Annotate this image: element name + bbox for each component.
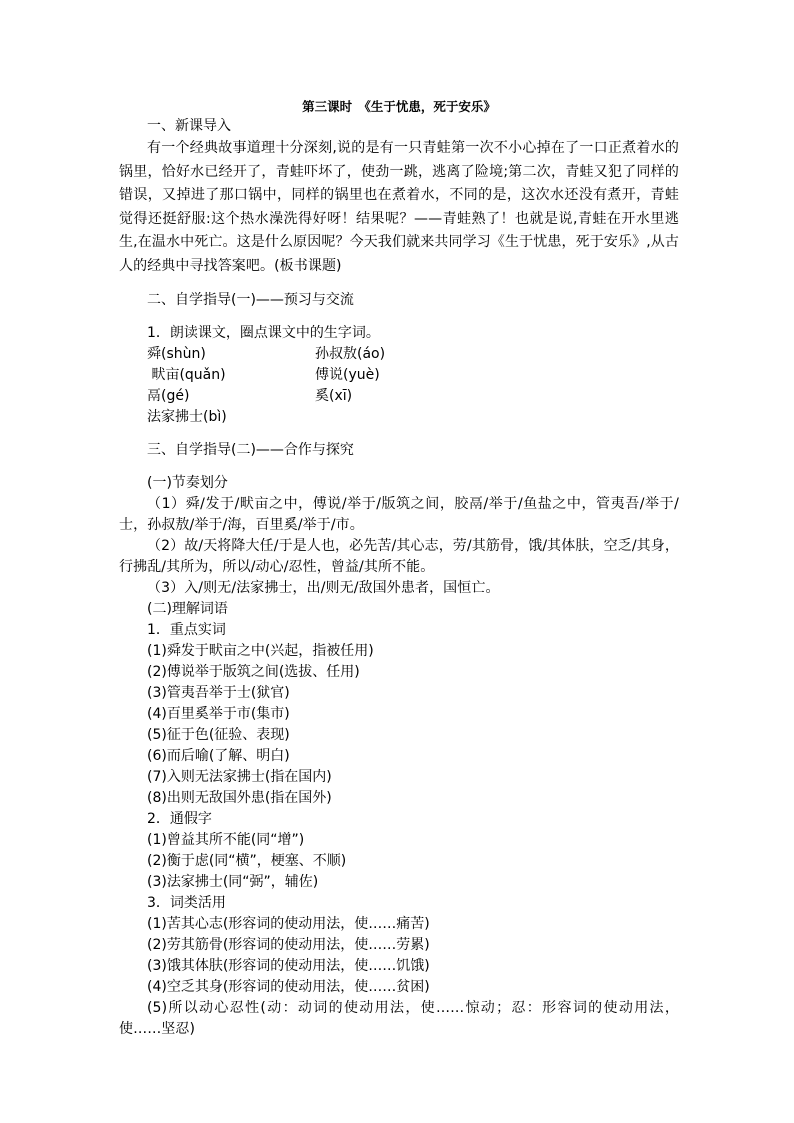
page-title: 第三课时 《生于忧患，死于安乐》 <box>302 99 496 114</box>
vocab-item: 傅说(yuè) <box>315 367 380 383</box>
shici-item: (1)舜发于畎亩之中(兴起，指被任用) <box>147 643 374 659</box>
intro-paragraph: 有一个经典故事道理十分深刻,说的是有一只青蛙第一次不小心掉在了一口正煮着水的锅里，恰好水已经开了，青蛙吓坏了，使劲一跳，逃离了险境;第二次，青蛙又犯了同样的错误，又掉进了那口锅中，同样的锅里也在煮着水，不同的是，这次水还没有煮开，青蛙觉得还挺舒服:这个热水澡洗得好呀！结果呢？——青蛙熟了！也就是说,青蛙在开水里逃生,在温水中死亡。这是什么原因呢？今天我们就来共同学习《生于忧患，死于安乐》,从古人的经典中寻找答案吧。(板书课题) <box>119 140 679 274</box>
rhythm-item: （1）舜/发于/畎亩之中，傅说/举于/版筑之间，胶鬲/举于/鱼盐之中，管夷吾/举于/士，孙叔敖/举于/海，百里奚/举于/市。 <box>119 496 679 533</box>
sub-heading-tongjia: 2．通假字 <box>147 811 212 827</box>
vocab-item <box>315 407 515 428</box>
vocab-item: 鬲(gé) <box>147 388 190 404</box>
section-heading-intro: 一、新课导入 <box>147 118 231 134</box>
huoyong-item: (5)所以动心忍性(动：动词的使动用法，使……惊动；忍：形容词的使动用法，使……坚忍) <box>119 1000 679 1037</box>
shici-item: (7)入则无法家拂士(指在国内) <box>147 769 332 785</box>
vocab-row <box>119 365 679 386</box>
shici-item: (4)百里奚举于市(集市) <box>147 706 290 722</box>
rhythm-heading: (一)节奏划分 <box>147 475 228 491</box>
rhythm-item: （2）故/天将降大任/于是人也，必先苦/其心志，劳/其筋骨，饿/其体肤，空乏/其身，行拂乱/其所为，所以/动心/忍性，曾益/其所不能。 <box>119 538 679 575</box>
huoyong-item: (1)苦其心志(形容词的使动用法，使……痛苦) <box>147 916 430 932</box>
huoyong-item: (2)劳其筋骨(形容词的使动用法，使……劳累) <box>147 937 430 953</box>
tongjia-item: (3)法家拂士(同“弼”，辅佐) <box>147 874 319 890</box>
shici-item: (2)傅说举于版筑之间(选拔、任用) <box>147 664 360 680</box>
rhythm-item: （3）入/则无/法家拂士，出/则无/敌国外患者，国恒亡。 <box>147 580 500 596</box>
vocab-row <box>119 386 679 407</box>
section-heading-explore: 三、自学指导(二)——合作与探究 <box>147 442 354 458</box>
tongjia-item: (2)衡于虑(同“横”，梗塞、不顺) <box>147 853 347 869</box>
huoyong-item: (3)饿其体肤(形容词的使动用法，使……饥饿) <box>147 958 430 974</box>
vocab-item: 法家拂士(bì) <box>147 409 227 425</box>
shici-item: (6)而后喻(了解、明白) <box>147 748 290 764</box>
document-page <box>119 98 679 1040</box>
shici-item: (8)出则无敌国外患(指在国外) <box>147 790 332 806</box>
vocab-row <box>119 344 679 365</box>
sub-heading-shici: 1．重点实词 <box>147 622 226 638</box>
vocab-item: 孙叔敖(áo) <box>315 346 386 362</box>
section-heading-preview: 二、自学指导(一)——预习与交流 <box>147 292 354 308</box>
words-heading: (二)理解词语 <box>147 601 228 617</box>
tongjia-item: (1)曾益其所不能(同“增”) <box>147 832 305 848</box>
vocab-item: 畎亩(quǎn) <box>147 367 226 383</box>
sub-heading-huoyong: 3．词类活用 <box>147 895 226 911</box>
huoyong-item: (4)空乏其身(形容词的使动用法，使……贫困) <box>147 979 430 995</box>
shici-item: (5)征于色(征验、表现) <box>147 727 290 743</box>
vocab-item: 奚(xī) <box>315 388 353 404</box>
shici-item: (3)管夷吾举于士(狱官) <box>147 685 290 701</box>
vocab-item: 舜(shùn) <box>147 346 206 362</box>
vocab-row <box>119 407 679 428</box>
preview-instruction: 1．朗读课文，圈点课文中的生字词。 <box>147 325 380 341</box>
